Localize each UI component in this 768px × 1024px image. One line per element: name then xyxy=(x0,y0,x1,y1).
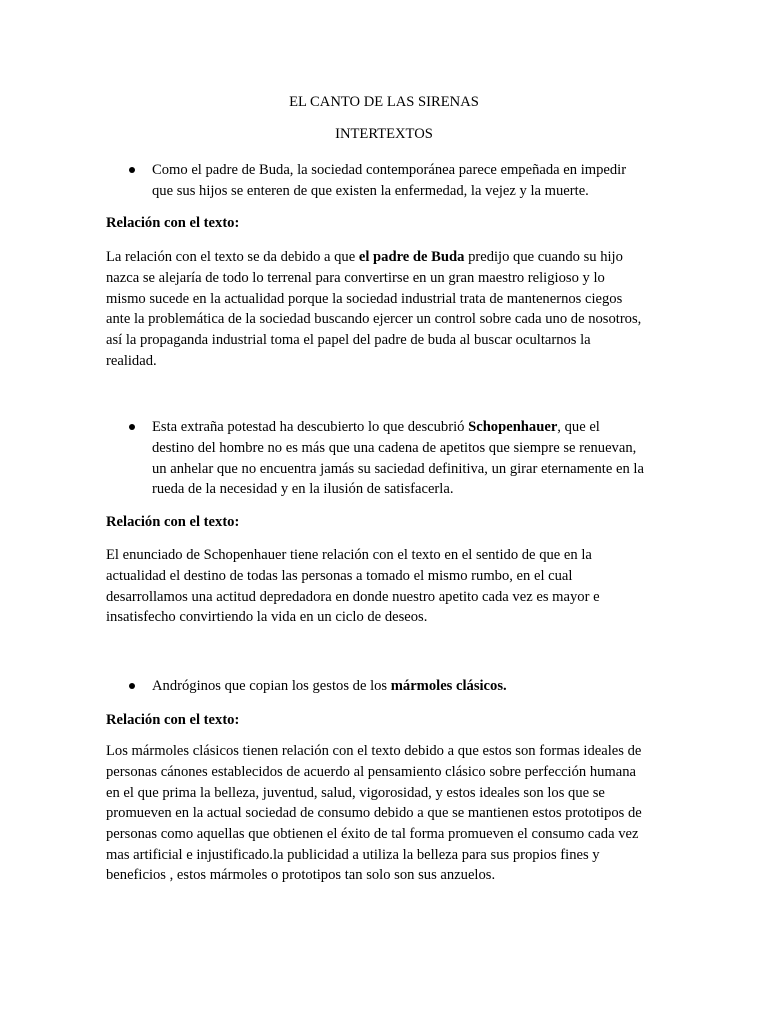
paragraph-3-line-4: promueven en la actual sociedad de consumo debido a que se mantienen estos prototipos de xyxy=(106,805,642,821)
bullet-icon xyxy=(129,167,135,173)
list-item-2-line-1: Esta extraña potestad ha descubierto lo que descubrió Schopenhauer, que el xyxy=(152,419,600,435)
list-item-2-line-2: destino del hombre no es más que una cadena de apetitos que siempre se renuevan, xyxy=(152,440,637,456)
paragraph-3-line-6: mas artificial e injustificado.la publicidad a utiliza la belleza para sus propios fines y xyxy=(106,847,600,863)
relation-heading-3: Relación con el texto: xyxy=(106,712,240,728)
emphasis-schopenhauer: Schopenhauer xyxy=(468,419,558,435)
emphasis-marmoles-clasicos: mármoles clásicos. xyxy=(390,678,507,694)
paragraph-3-line-3: en el que prima la belleza, juventud, salud, vigorosidad, y estos ideales son los que se xyxy=(106,785,605,801)
paragraph-1-line-3: mismo sucede en la actualidad porque la sociedad industrial trata de mantenernos ciegos xyxy=(106,291,623,307)
emphasis-padre-de-buda: el padre de Buda xyxy=(358,249,465,265)
bullet-icon xyxy=(129,424,135,430)
paragraph-3-line-5: personas como aquellas que obtienen el éxito de tal forma promueven el consumo cada vez xyxy=(106,826,639,842)
document-subtitle: INTERTEXTOS xyxy=(335,126,433,142)
paragraph-3-line-7: beneficios , estos mármoles o prototipos tan solo son sus anzuelos. xyxy=(106,867,496,883)
paragraph-1-line-5: así la propaganda industrial toma el papel del padre de buda al buscar ocultarnos la xyxy=(106,332,591,348)
list-item-1-line-1: Como el padre de Buda, la sociedad contemporánea parece empeñada en impedir xyxy=(152,162,627,178)
paragraph-1-line-6: realidad. xyxy=(106,353,157,369)
paragraph-2-line-2: actualidad el destino de todas las personas a tomado el mismo rumbo, en el cual xyxy=(106,568,573,584)
paragraph-3-line-1: Los mármoles clásicos tienen relación con el texto debido a que estos son formas ideales de xyxy=(106,743,642,759)
list-item-2-line-4: rueda de la necesidad y en la ilusión de satisfacerla. xyxy=(152,481,454,497)
paragraph-1-line-1: La relación con el texto se da debido a que el padre de Buda predijo que cuando su hijo xyxy=(106,249,623,265)
list-item-1-line-2: que sus hijos se enteren de que existen la enfermedad, la vejez y la muerte. xyxy=(152,183,589,199)
document-title: EL CANTO DE LAS SIRENAS xyxy=(289,94,479,110)
list-item-3-line-1: Andróginos que copian los gestos de los mármoles clásicos. xyxy=(152,678,507,694)
paragraph-2-line-1: El enunciado de Schopenhauer tiene relación con el texto en el sentido de que en la xyxy=(106,547,592,563)
paragraph-1-line-4: ante la problemática de la sociedad buscando ejercer un control sobre cada uno de nosotros, xyxy=(106,311,642,327)
paragraph-2-line-3: desarrollamos una actitud depredadora en donde nuestro apetito cada vez es mayor e xyxy=(106,589,600,605)
paragraph-2-line-4: insatisfecho convirtiendo la vida en un ciclo de deseos. xyxy=(106,609,428,625)
paragraph-3-line-2: personas cánones establecidos de acuerdo al pensamiento clásico sobre perfección humana xyxy=(106,764,637,780)
list-item-2-line-3: un anhelar que no encuentra jamás su saciedad definitiva, un girar eternamente en la xyxy=(152,461,644,477)
bullet-icon xyxy=(129,683,135,689)
paragraph-1-line-2: nazca se alejaría de todo lo terrenal para convertirse en un gran maestro religioso y lo xyxy=(106,270,605,286)
relation-heading-1: Relación con el texto: xyxy=(106,215,240,231)
relation-heading-2: Relación con el texto: xyxy=(106,514,240,530)
